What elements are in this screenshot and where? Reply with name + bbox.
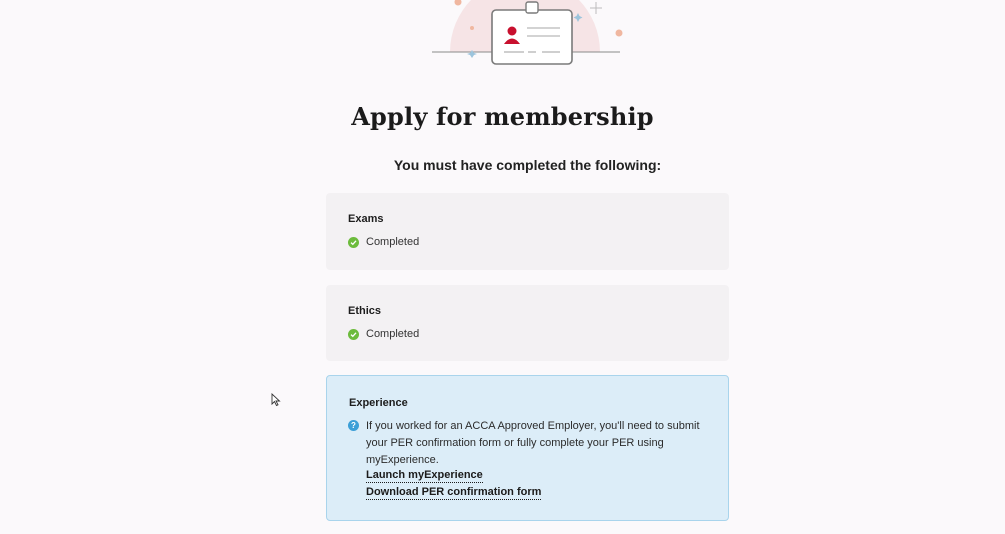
exams-requirement-card [326,193,729,270]
check-circle-icon [348,237,359,248]
check-circle-icon [348,329,359,340]
download-per-form-link[interactable]: Download PER confirmation form [366,486,542,498]
requirement-title: Exams [348,213,384,225]
requirement-status [348,328,419,340]
requirement-title: Ethics [348,305,382,317]
experience-info-text: If you worked for an ACCA Approved Employer, you'll need to submit your PER confirmation form or fully complete your PER using myExperience. [366,420,700,466]
requirement-title: Experience [349,397,408,409]
info-icon: ? [348,420,359,431]
status-label: Completed [366,328,420,340]
status-label: Completed [366,236,420,248]
id-card-illustration [420,0,630,75]
page-subtitle: You must have completed the following: [393,157,662,173]
page-title: Apply for membership [351,102,654,131]
requirement-status [348,236,419,248]
ethics-requirement-card [326,285,729,361]
experience-requirement-card [326,375,729,521]
mouse-cursor-icon [271,393,281,407]
launch-myexperience-link[interactable]: Launch myExperience [366,469,483,481]
